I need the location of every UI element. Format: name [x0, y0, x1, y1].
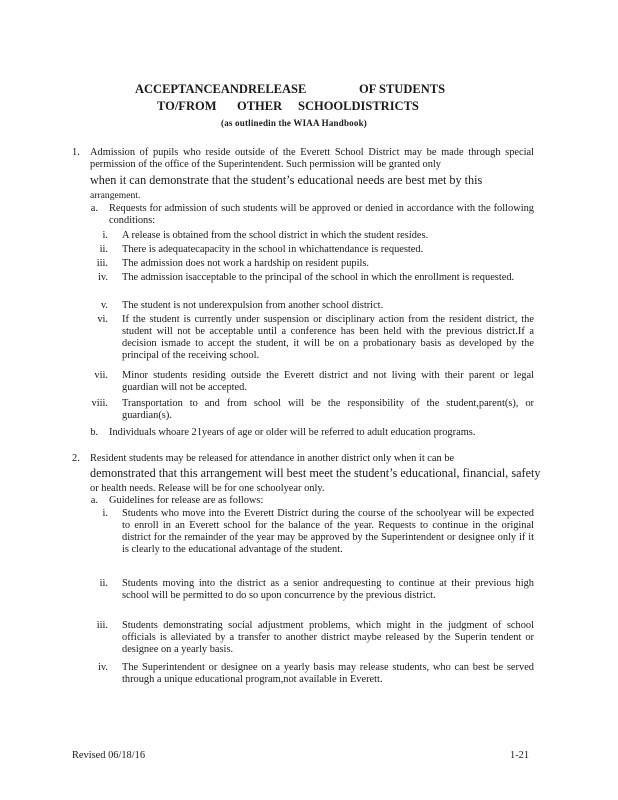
- list-item: [80, 272, 534, 296]
- list-item: [80, 662, 534, 686]
- section-2-intro: [72, 453, 541, 497]
- list-item-marker: iii.: [96, 620, 108, 631]
- item-b-text: Individuals whoare 21years of age or older will be referred to adult education programs.: [109, 427, 476, 438]
- list-item-marker: iii.: [96, 258, 108, 269]
- list-item-marker: i.: [102, 230, 108, 241]
- title-line2-part3: SCHOOLDISTRICTS: [298, 99, 419, 113]
- section-1-number: 1.: [72, 147, 80, 158]
- item-a-text: Guidelines for release are as follows:: [109, 495, 264, 506]
- title-line1-part1: ACCEPTANCEANDRELEASE: [135, 82, 307, 96]
- list-item-text: The Superintendent or designee on a yearly basis may release students, who can best be served through a unique educational program,not available in Everett.: [122, 662, 534, 685]
- list-item-marker: i.: [102, 508, 108, 519]
- revised-date: Revised 06/18/16: [72, 750, 146, 761]
- item-b-marker: b.: [90, 427, 98, 438]
- list-item-text: The admission isacceptable to the principal of the school in which the enrollment is requested.: [122, 272, 515, 283]
- list-item-marker: vii.: [94, 370, 108, 381]
- list-item-text: Minor students residing outside the Everett district and not living with their parent or legal guardian will not be accepted.: [122, 370, 534, 393]
- title-line1-part2: OF STUDENTS: [359, 82, 446, 96]
- list-item-text: The student is not underexpulsion from another school district.: [122, 300, 384, 311]
- section-2-paragraph-emphasis: demonstrated that this arrangement will best meet the student’s educational, financial, safety: [90, 466, 541, 480]
- item-a-marker: a.: [90, 495, 98, 506]
- list-item: [80, 398, 534, 422]
- list-item: [80, 244, 534, 256]
- list-item-text: Students who move into the Everett District during the course of the schoolyear will be expected to enroll in an Everett school for the balance of the year. Requests to continue in the original district for the remainder of the year may be approved by the Superintendent or designee only if it is clearly to the educational advantage of the student.: [122, 508, 534, 555]
- section-2-number: 2.: [72, 453, 80, 464]
- section-2-paragraph: Resident students may be released for attendance in another district only when it can be: [90, 453, 455, 464]
- list-item-text: A release is obtained from the school district in which the student resides.: [122, 230, 429, 241]
- list-item: [80, 620, 534, 656]
- list-item: [80, 258, 534, 270]
- list-item: [80, 230, 534, 242]
- list-item-marker: ii.: [99, 244, 108, 255]
- list-item-text: Students demonstrating social adjustment problems, which might in the judgment of school officials is alleviated by a transfer to another district maybe released by the Superin tendent or designee on a yearly basis.: [122, 620, 534, 655]
- section-1-paragraph: Admission of pupils who reside outside of the Everett School District may be made through special permission of the office of the Superintendent. Such permission will be granted only: [90, 147, 534, 170]
- list-item-marker: iv.: [97, 272, 108, 283]
- list-item-text: Transportation to and from school will be the responsibility of the student,parent(s), or guardian(s).: [122, 398, 534, 421]
- list-item-marker: iv.: [97, 662, 108, 673]
- list-item: [80, 578, 534, 614]
- page-number: 1-21: [510, 750, 530, 761]
- list-item-text: The admission does not work a hardship on resident pupils.: [122, 258, 370, 269]
- item-a-text: Requests for admission of such students will be approved or denied in accordance with the following conditions:: [109, 203, 534, 226]
- list-item-marker: v.: [100, 300, 108, 311]
- section-1-paragraph-end: arrangement.: [90, 190, 141, 201]
- list-item-text: If the student is currently under suspension or disciplinary action from the resident district, the student will not be acceptable until a conference has been held with the previous district.If a decision ismade to accept the student, it will be on a probationary basis as developed by the principal of the receiving school.: [122, 314, 534, 361]
- title-line2-part1: TO/FROM: [157, 99, 217, 113]
- section-2-paragraph-end: or health needs. Release will be for one schoolyear only.: [90, 483, 325, 494]
- list-item: [80, 300, 534, 312]
- list-item-marker: vi.: [97, 314, 108, 325]
- title-subtitle: (as outlinedin the WIAA Handbook): [221, 118, 367, 128]
- section-1-paragraph-emphasis: when it can demonstrate that the student’s educational needs are best met by this: [90, 173, 483, 187]
- list-item: [80, 314, 534, 362]
- section-1-intro: [72, 147, 534, 207]
- list-item-marker: viii.: [91, 398, 108, 409]
- list-item: [80, 508, 534, 568]
- item-a-marker: a.: [90, 203, 98, 214]
- list-item-text: There is adequatecapacity in the school in whichattendance is requested.: [122, 244, 424, 255]
- list-item-marker: ii.: [99, 578, 108, 589]
- list-item-text: Students moving into the district as a senior andrequesting to continue at their previous high school will be permitted to do so upon concurrence by the previous district.: [122, 578, 534, 601]
- title-line2-part2: OTHER: [237, 99, 283, 113]
- list-item: [80, 370, 534, 394]
